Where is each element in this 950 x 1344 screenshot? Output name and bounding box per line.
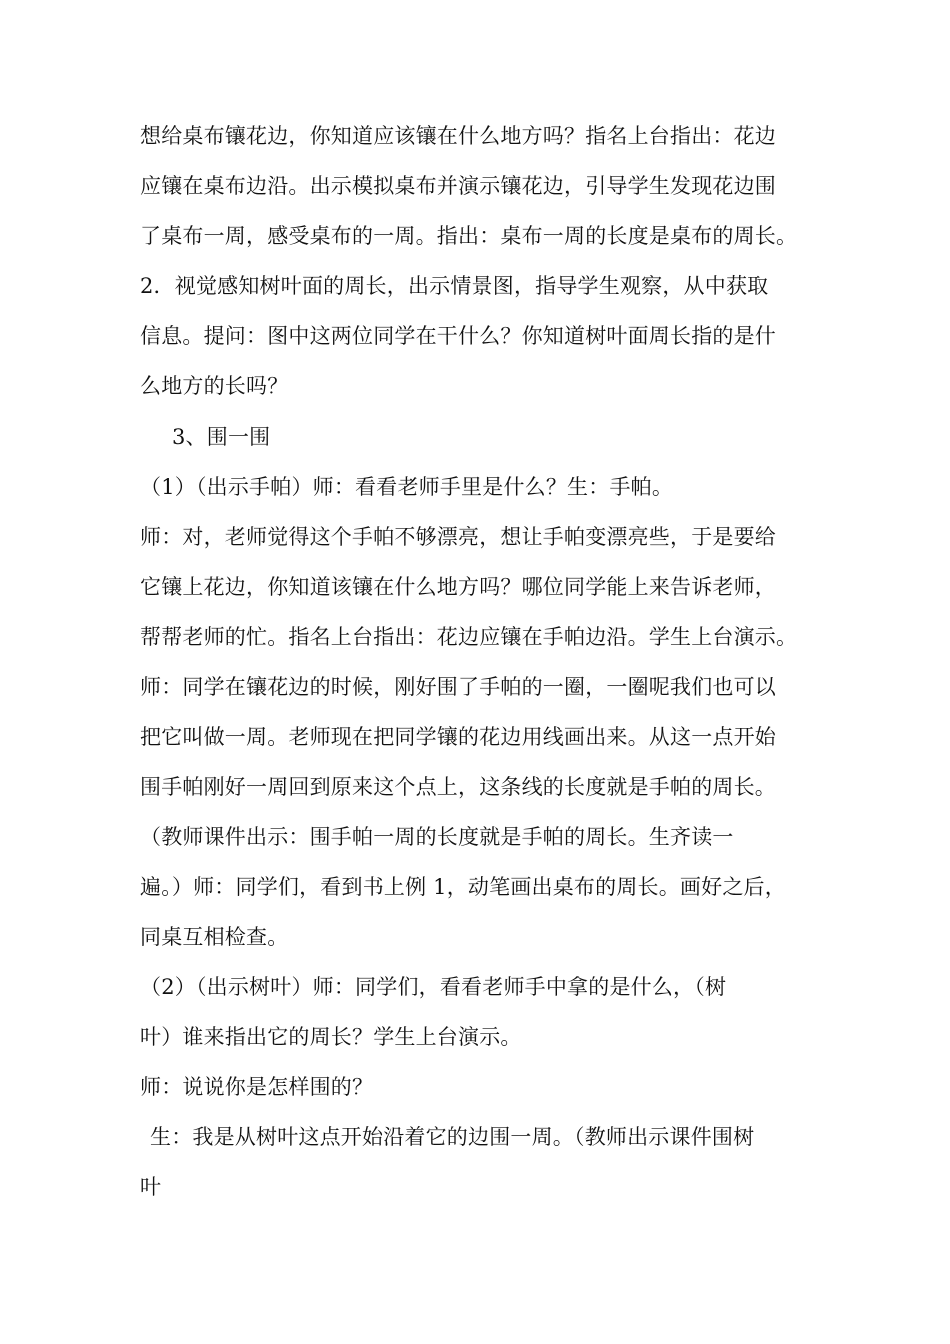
- text-line-8: （1）（出示手帕）师：看看老师手里是什么？生：手帕。: [140, 475, 674, 499]
- text-line-10: 它镶上花边，你知道该镶在什么地方吗？哪位同学能上来告诉老师，: [140, 575, 776, 599]
- text-line-19: 叶）谁来指出它的周长？学生上台演示。: [140, 1025, 522, 1049]
- text-line-3: 了桌布一周，感受桌布的一周。指出：桌布一周的长度是桌布的周长。: [140, 224, 798, 248]
- text-line-21: 生：我是从树叶这点开始沿着它的边围一周。（教师出示课件围树: [150, 1125, 755, 1149]
- text-line-1: 想给桌布镶花边，你知道应该镶在什么地方吗？指名上台指出：花边: [140, 124, 776, 148]
- text-line-4: 2．视觉感知树叶面的周长，出示情景图，指导学生观察，从中获取: [140, 274, 769, 298]
- text-line-5: 信息。提问：图中这两位同学在干什么？你知道树叶面周长指的是什: [140, 324, 776, 348]
- text-line-14: 围手帕刚好一周回到原来这个点上，这条线的长度就是手帕的周长。: [140, 775, 776, 799]
- text-line-18: （2）（出示树叶）师：同学们，看看老师手中拿的是什么，（树: [140, 975, 727, 999]
- text-line-15: （教师课件出示：围手帕一周的长度就是手帕的周长。生齐读一: [140, 825, 734, 849]
- text-line-20: 师：说说你是怎样围的？: [140, 1075, 374, 1099]
- text-line-17: 同桌互相检查。: [140, 925, 289, 949]
- text-line-11: 帮帮老师的忙。指名上台指出：花边应镶在手帕边沿。学生上台演示。: [140, 625, 798, 649]
- section-heading: 3、围一围: [172, 425, 271, 449]
- text-line-13: 把它叫做一周。老师现在把同学镶的花边用线画出来。从这一点开始: [140, 725, 776, 749]
- text-line-6: 么地方的长吗？: [140, 374, 289, 398]
- text-line-12: 师：同学在镶花边的时候，刚好围了手帕的一圈，一圈呢我们也可以: [140, 675, 776, 699]
- text-line-22: 叶: [140, 1175, 162, 1199]
- text-line-9: 师：对，老师觉得这个手帕不够漂亮，想让手帕变漂亮些，于是要给: [140, 525, 776, 549]
- text-line-2: 应镶在桌布边沿。出示模拟桌布并演示镶花边，引导学生发现花边围: [140, 174, 776, 198]
- text-line-16: 遍。）师：同学们，看到书上例 1，动笔画出桌布的周长。画好之后，: [140, 875, 786, 899]
